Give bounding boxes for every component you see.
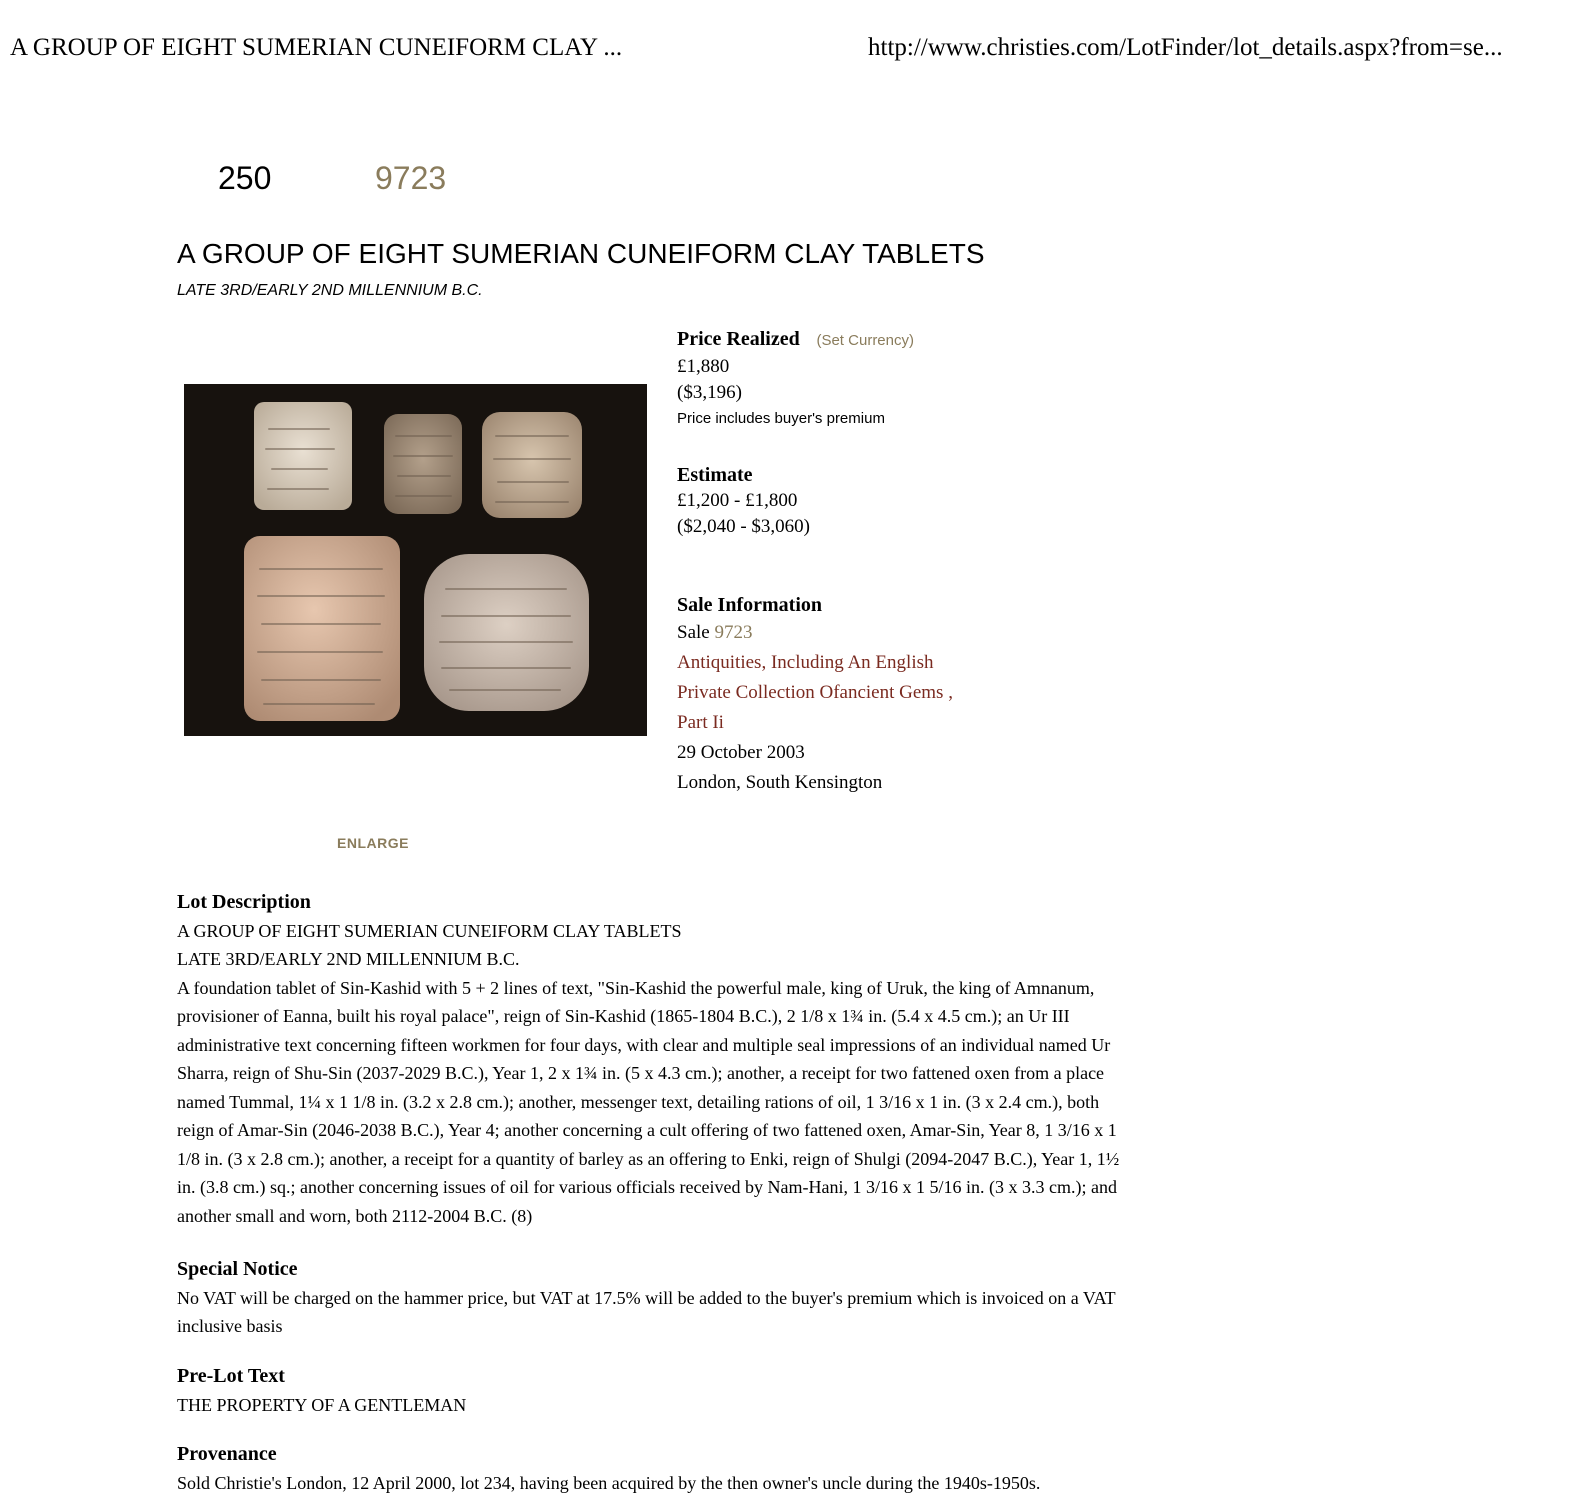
description-body-line: another small and worn, both 2112-2004 B.C. (8) <box>177 1202 1197 1231</box>
estimate-usd: ($2,040 - $3,060) <box>677 514 810 540</box>
description-body-line: named Tummal, 1¼ x 1 1/8 in. (3.2 x 2.8 cm.); another, messenger text, detailing rations of oil, 1 3/16 x 1 in. (3 x 2.4 cm.), both <box>177 1088 1197 1117</box>
sale-number-link[interactable]: 9723 <box>375 160 446 197</box>
pre-lot-section <box>177 1362 1197 1419</box>
premium-note: Price includes buyer's premium <box>677 406 914 432</box>
sale-title-link[interactable]: Antiquities, Including An English <box>677 648 953 678</box>
description-body-line: reign of Amar-Sin (2046-2038 B.C.), Year 4; another concerning a cult offering of two fattened oxen, Amar-Sin, Year 8, 1 3/16 x 1 <box>177 1116 1197 1145</box>
sale-title-link[interactable]: Private Collection Ofancient Gems , <box>677 678 953 708</box>
pre-lot-heading: Pre-Lot Text <box>177 1362 1197 1391</box>
provenance-section <box>177 1440 1197 1497</box>
description-body-line: 1/8 in. (3 x 2.8 cm.); another, a receipt for a quantity of barley as an offering to Enki, reign of Shulgi (2094-2047 B.C.), Year 1, 1½ <box>177 1145 1197 1174</box>
special-notice-section <box>177 1255 1197 1341</box>
price-usd: ($3,196) <box>677 380 914 406</box>
price-realized-section <box>677 326 914 432</box>
pre-lot-text: THE PROPERTY OF A GENTLEMAN <box>177 1391 1197 1420</box>
enlarge-link[interactable]: ENLARGE <box>337 835 409 851</box>
description-date-line: LATE 3RD/EARLY 2ND MILLENNIUM B.C. <box>177 945 1197 974</box>
lot-subtitle: LATE 3RD/EARLY 2ND MILLENNIUM B.C. <box>177 282 483 300</box>
description-body-line: Sharra, reign of Shu-Sin (2037-2029 B.C.), Year 1, 2 x 1¾ in. (5 x 4.3 cm.); another, a receipt for two fattened oxen from a place <box>177 1059 1197 1088</box>
description-body-line: A foundation tablet of Sin-Kashid with 5 + 2 lines of text, "Sin-Kashid the powerful male, king of Uruk, the king of Amnanum, <box>177 974 1197 1003</box>
price-realized-heading: Price Realized <box>677 328 800 350</box>
description-body-line: in. (3.8 cm.) sq.; another concerning issues of oil for various officials received by Nam-Hani, 1 3/16 x 1 5/16 in. (3 x 3.3 cm.); and <box>177 1173 1197 1202</box>
special-notice-line: No VAT will be charged on the hammer price, but VAT at 17.5% will be added to the buyer's premium which is invoiced on a VAT <box>177 1284 1197 1313</box>
set-currency-link[interactable]: (Set Currency) <box>816 332 914 349</box>
lot-description-section <box>177 888 1197 1230</box>
description-body-line: provisioner of Eanna, built his royal palace", reign of Sin-Kashid (1865-1804 B.C.), 2 1/8 x 1¾ in. (5.4 x 4.5 cm.); an Ur III <box>177 1002 1197 1031</box>
lot-number: 250 <box>218 160 271 197</box>
sale-date: 29 October 2003 <box>677 738 953 768</box>
special-notice-line: inclusive basis <box>177 1312 1197 1341</box>
lot-description-heading: Lot Description <box>177 888 1197 917</box>
cuneiform-tablets-photo <box>184 384 647 736</box>
sale-information-section <box>677 592 953 798</box>
description-title-line: A GROUP OF EIGHT SUMERIAN CUNEIFORM CLAY TABLETS <box>177 917 1197 946</box>
estimate-section <box>677 462 810 540</box>
sale-title-link[interactable]: Part Ii <box>677 708 953 738</box>
estimate-gbp: £1,200 - £1,800 <box>677 488 810 514</box>
print-header-url: http://www.christies.com/LotFinder/lot_details.aspx?from=se... <box>868 34 1503 62</box>
sale-number-info-link[interactable]: 9723 <box>714 622 752 643</box>
print-header-title: A GROUP OF EIGHT SUMERIAN CUNEIFORM CLAY ... <box>10 34 622 62</box>
sale-prefix: Sale <box>677 622 710 643</box>
description-body-line: administrative text concerning fifteen workmen for four days, with clear and multiple seal impressions of an individual named Ur <box>177 1031 1197 1060</box>
provenance-text: Sold Christie's London, 12 April 2000, lot 234, having been acquired by the then owner's uncle during the 1940s-1950s. <box>177 1469 1197 1497</box>
estimate-heading: Estimate <box>677 462 810 488</box>
lot-image[interactable] <box>184 384 647 736</box>
price-gbp: £1,880 <box>677 354 914 380</box>
special-notice-heading: Special Notice <box>177 1255 1197 1284</box>
sale-information-heading: Sale Information <box>677 592 953 618</box>
provenance-heading: Provenance <box>177 1440 1197 1469</box>
lot-title: A GROUP OF EIGHT SUMERIAN CUNEIFORM CLAY TABLETS <box>177 238 985 270</box>
sale-location: London, South Kensington <box>677 768 953 798</box>
